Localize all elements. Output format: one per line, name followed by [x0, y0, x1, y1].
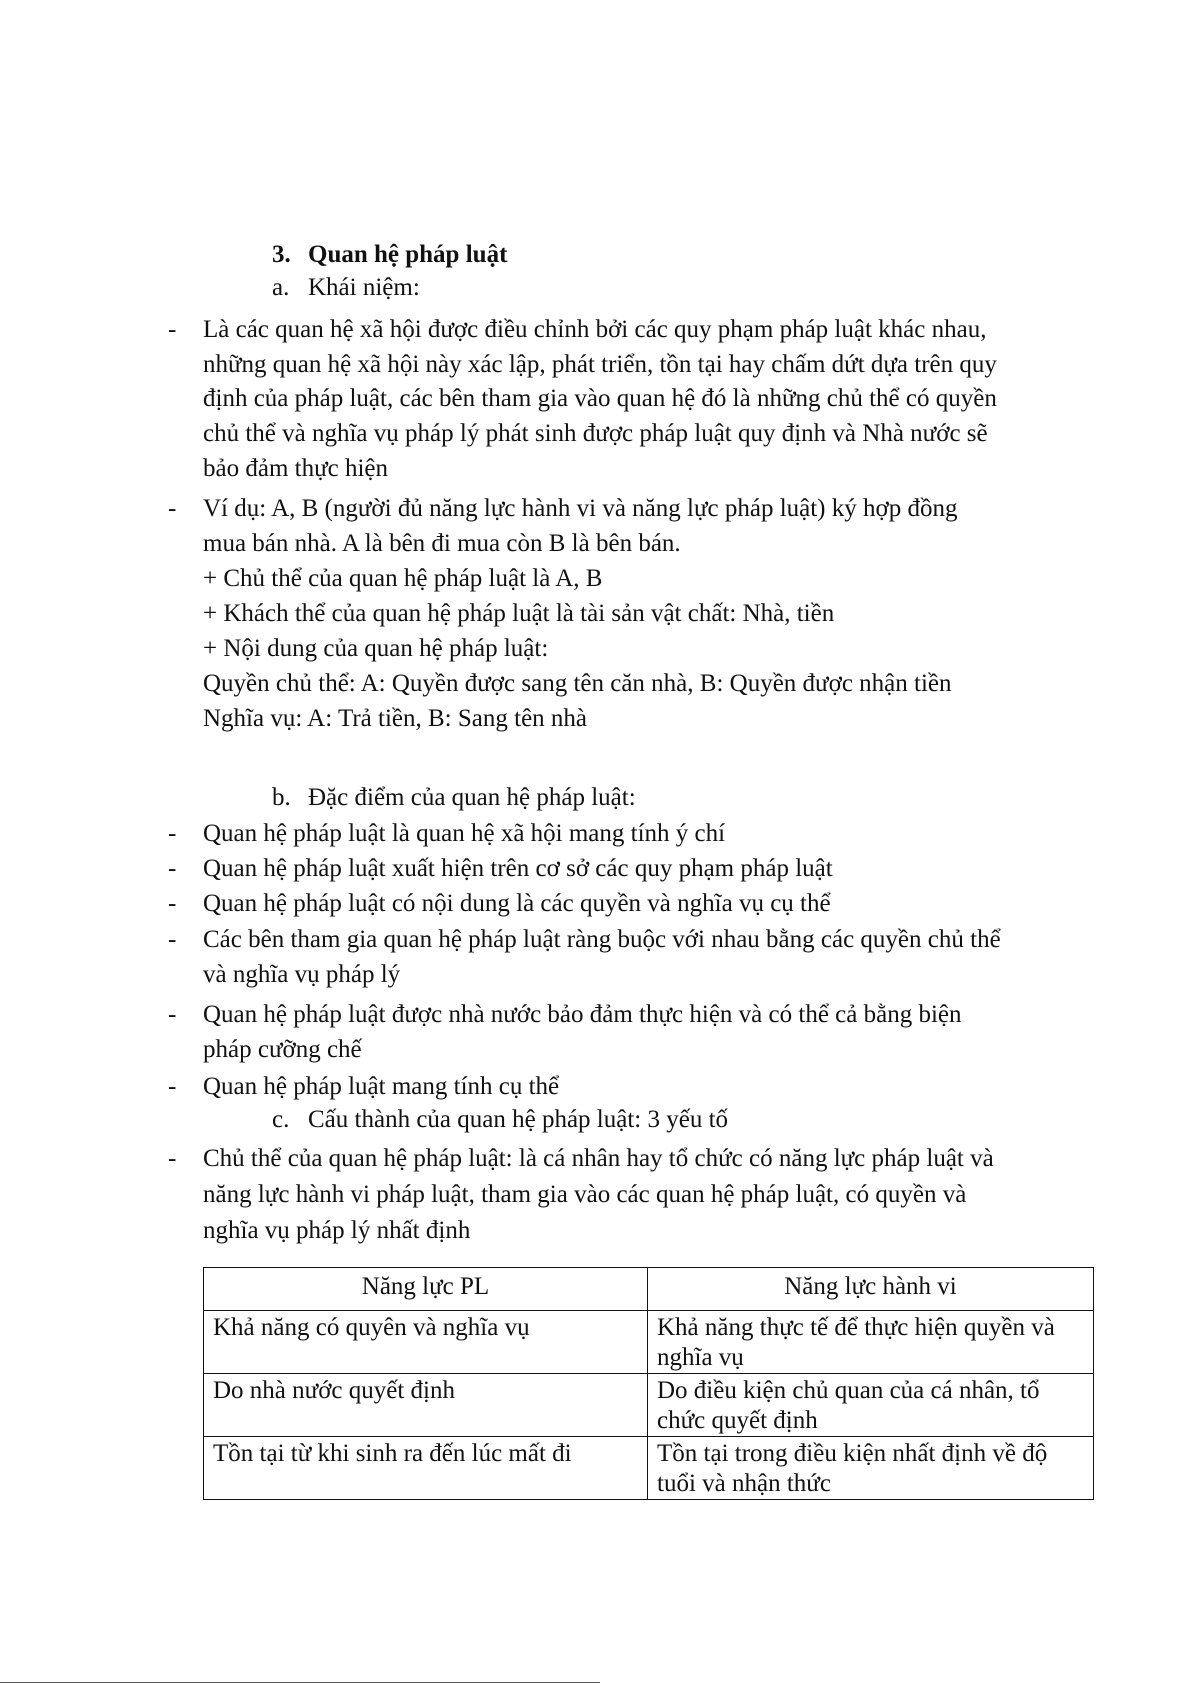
paragraph-line: những quan hệ xã hội này xác lập, phát triển, tồn tại hay chấm dứt dựa trên quy — [203, 351, 997, 378]
bullet-dash: - — [168, 855, 177, 882]
table-row — [204, 1374, 1094, 1437]
table-header-cell: Năng lực hành vi — [648, 1268, 1094, 1311]
paragraph-line: Nghĩa vụ: A: Trả tiền, B: Sang tên nhà — [203, 705, 588, 732]
bullet-dash: - — [168, 1145, 177, 1172]
paragraph-line: bảo đảm thực hiện — [203, 455, 389, 482]
list-item-continuation: và nghĩa vụ pháp lý — [203, 961, 401, 988]
subsection-b-title: Đặc điểm của quan hệ pháp luật: — [308, 784, 636, 811]
page-bottom-rule — [0, 1682, 600, 1683]
bullet-dash: - — [168, 890, 177, 917]
paragraph-line: Là các quan hệ xã hội được điều chỉnh bởi các quy phạm pháp luật khác nhau, — [203, 316, 987, 343]
bullet-dash: - — [168, 926, 177, 953]
list-item: Quan hệ pháp luật là quan hệ xã hội mang tính ý chí — [203, 820, 726, 847]
table-cell: Do nhà nước quyết định — [204, 1374, 648, 1437]
paragraph-line: + Nội dung của quan hệ pháp luật: — [203, 635, 549, 662]
table-row — [204, 1437, 1094, 1500]
paragraph-line: Chủ thể của quan hệ pháp luật: là cá nhân hay tổ chức có năng lực pháp luật và — [203, 1145, 994, 1172]
list-item-continuation: pháp cưỡng chế — [203, 1036, 362, 1063]
subsection-a-title: Khái niệm: — [308, 274, 420, 301]
subsection-c-label: c. — [272, 1106, 290, 1133]
table-cell: Tồn tại từ khi sinh ra đến lúc mất đi — [204, 1437, 648, 1500]
paragraph-line: năng lực hành vi pháp luật, tham gia vào các quan hệ pháp luật, có quyền và — [203, 1181, 967, 1208]
subsection-a-heading — [272, 273, 420, 303]
subsection-c-heading — [272, 1105, 728, 1135]
list-item: Quan hệ pháp luật mang tính cụ thể — [203, 1073, 560, 1100]
paragraph-line: mua bán nhà. A là bên đi mua còn B là bên bán. — [203, 530, 681, 557]
table-header-cell: Năng lực PL — [204, 1268, 648, 1311]
paragraph-line: định của pháp luật, các bên tham gia vào quan hệ đó là những chủ thể có quyền — [203, 385, 997, 412]
bullet-dash: - — [168, 1001, 177, 1028]
paragraph-line: Quyền chủ thể: A: Quyền được sang tên căn nhà, B: Quyền được nhận tiền — [203, 670, 952, 697]
bullet-dash: - — [168, 820, 177, 847]
paragraph-line: chủ thể và nghĩa vụ pháp lý phát sinh được pháp luật quy định và Nhà nước sẽ — [203, 420, 988, 447]
subsection-b-heading — [272, 783, 636, 813]
table-header-row — [204, 1268, 1094, 1311]
paragraph-line: + Chủ thể của quan hệ pháp luật là A, B — [203, 565, 603, 592]
subsection-b-label: b. — [272, 784, 291, 811]
section-heading — [272, 240, 507, 270]
subsection-c-title: Cấu thành của quan hệ pháp luật: 3 yếu tố — [308, 1106, 729, 1133]
table-cell: Do điều kiện chủ quan của cá nhân, tổ chức quyết định — [648, 1374, 1094, 1437]
table-cell: Khả năng thực tế để thực hiện quyền và nghĩa vụ — [648, 1311, 1094, 1374]
paragraph-line: Ví dụ: A, B (người đủ năng lực hành vi và năng lực pháp luật) ký hợp đồng — [203, 495, 958, 522]
bullet-dash: - — [168, 1073, 177, 1100]
bullet-dash: - — [168, 316, 177, 343]
section-title: Quan hệ pháp luật — [308, 241, 508, 268]
list-item: Quan hệ pháp luật được nhà nước bảo đảm thực hiện và có thể cả bằng biện — [203, 1001, 962, 1028]
capacity-comparison-table — [203, 1267, 1094, 1500]
list-item: Các bên tham gia quan hệ pháp luật ràng buộc với nhau bằng các quyền chủ thể — [203, 926, 1001, 953]
table-cell: Khả năng có quyên và nghĩa vụ — [204, 1311, 648, 1374]
paragraph-line: nghĩa vụ pháp lý nhất định — [203, 1217, 471, 1244]
bullet-dash: - — [168, 495, 177, 522]
table-row — [204, 1311, 1094, 1374]
section-number: 3. — [272, 241, 291, 268]
subsection-a-label: a. — [272, 274, 290, 301]
list-item: Quan hệ pháp luật có nội dung là các quyền và nghĩa vụ cụ thể — [203, 890, 831, 917]
list-item: Quan hệ pháp luật xuất hiện trên cơ sở các quy phạm pháp luật — [203, 855, 833, 882]
table-cell: Tồn tại trong điều kiện nhất định về độ tuổi và nhận thức — [648, 1437, 1094, 1500]
paragraph-line: + Khách thể của quan hệ pháp luật là tài sản vật chất: Nhà, tiền — [203, 600, 835, 627]
